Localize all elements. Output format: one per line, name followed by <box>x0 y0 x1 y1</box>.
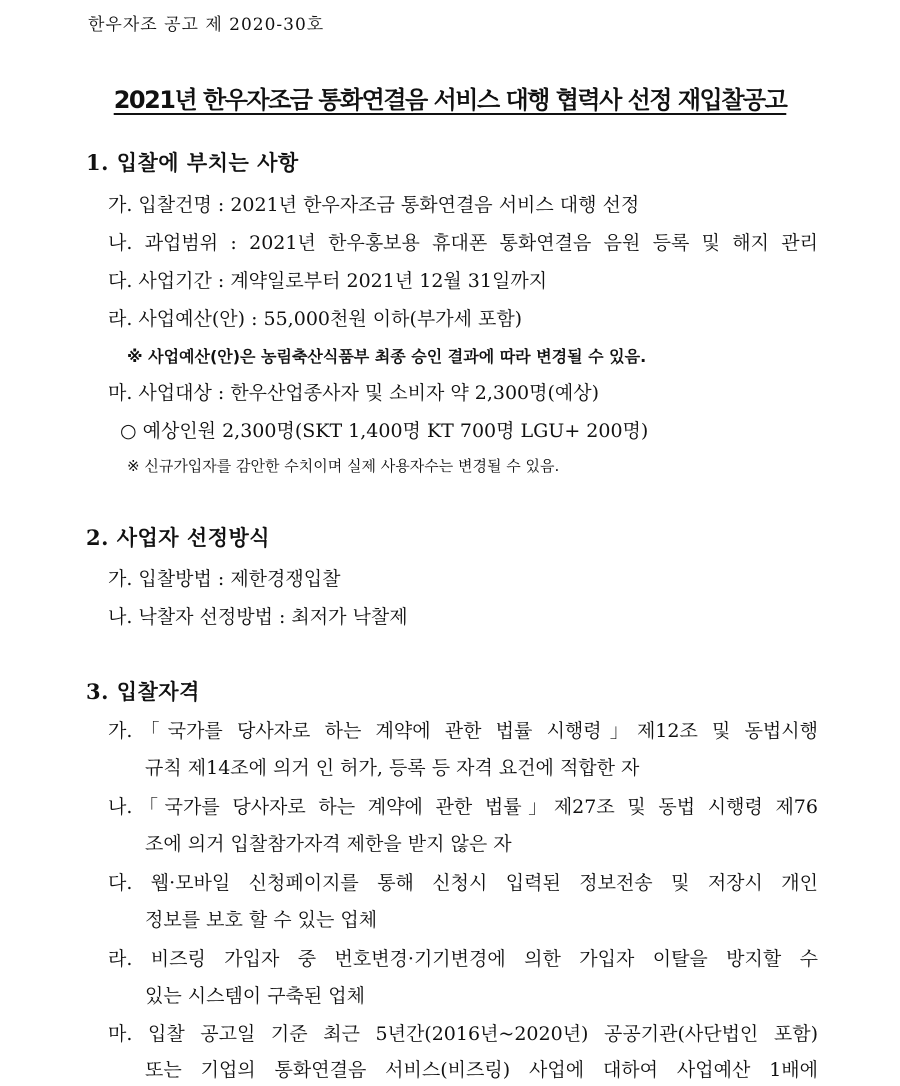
section-heading-selection-method: 2. 사업자 선정방식 <box>86 525 271 550</box>
bid-item-line: 가. 입찰건명 : 2021년 한우자조금 통화연결음 서비스 대행 선정 <box>108 194 640 216</box>
eligibility-line: 조에 의거 입찰참가자격 제한을 받지 않은 자 <box>145 833 512 855</box>
expected-users-line: ○ 예상인원 2,300명(SKT 1,400명 KT 700명 LGU+ 200명) <box>120 420 649 442</box>
section-heading-bid-items: 1. 입찰에 부치는 사항 <box>86 150 299 175</box>
bid-item-line: 다. 사업기간 : 계약일로부터 2021년 12월 31일까지 <box>108 270 548 292</box>
users-note: ※ 신규가입자를 감안한 수치이며 실제 사용자수는 변경될 수 있음. <box>127 457 560 475</box>
selection-line: 가. 입찰방법 : 제한경쟁입찰 <box>108 568 341 590</box>
selection-line: 나. 낙찰자 선정방법 : 최저가 낙찰제 <box>108 606 408 628</box>
eligibility-line: 나.「국가를 당사자로 하는 계약에 관한 법률」제27조 및 동법 시행령 제76 <box>108 796 818 818</box>
eligibility-line: 정보를 보호 할 수 있는 업체 <box>145 909 378 931</box>
eligibility-line: 있는 시스템이 구축된 업체 <box>145 985 366 1007</box>
eligibility-line: 라. 비즈링 가입자 중 번호변경·기기변경에 의한 가입자 이탈을 방지할 수 <box>108 948 818 970</box>
budget-note: ※ 사업예산(안)은 농림축산식품부 최종 승인 결과에 따라 변경될 수 있음. <box>127 347 647 366</box>
eligibility-line: 다. 웹·모바일 신청페이지를 통해 신청시 입력된 정보전송 및 저장시 개인 <box>108 872 818 894</box>
eligibility-line: 또는 기업의 통화연결음 서비스(비즈링) 사업에 대하여 사업예산 1배에 <box>145 1059 818 1081</box>
eligibility-line: 마. 입찰 공고일 기준 최근 5년간(2016년~2020년) 공공기관(사단법인 포함) <box>108 1023 818 1045</box>
document-number: 한우자조 공고 제 2020-30호 <box>88 15 325 35</box>
bid-item-line: 라. 사업예산(안) : 55,000천원 이하(부가세 포함) <box>108 308 523 330</box>
bid-item-line: 나. 과업범위 : 2021년 한우홍보용 휴대폰 통화연결음 음원 등록 및 해지 관리 <box>108 232 818 254</box>
eligibility-line: 가.「국가를 당사자로 하는 계약에 관한 법률 시행령」제12조 및 동법시행 <box>108 720 818 742</box>
section-heading-eligibility: 3. 입찰자격 <box>86 679 200 704</box>
document-title: 2021년 한우자조금 통화연결음 서비스 대행 협력사 선정 재입찰공고 <box>113 86 787 114</box>
bid-item-line: 마. 사업대상 : 한우산업종사자 및 소비자 약 2,300명(예상) <box>108 382 600 404</box>
eligibility-line: 규칙 제14조에 의거 인 허가, 등록 등 자격 요건에 적합한 자 <box>145 757 640 779</box>
